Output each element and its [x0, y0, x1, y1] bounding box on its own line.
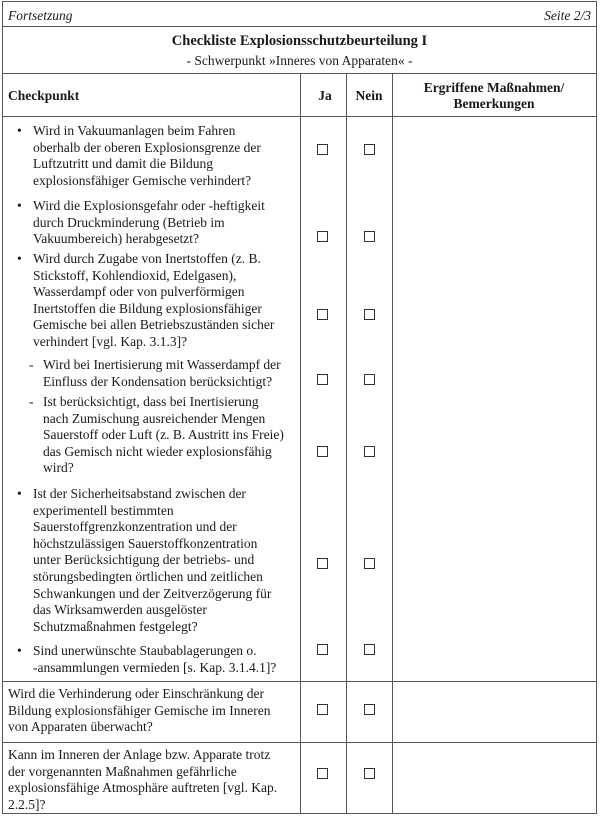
- checkpoint-question: [17, 486, 295, 635]
- column-divider: [346, 73, 347, 814]
- question-line: -ansammlungen vermieden [s. Kap. 3.1.4.1]?: [33, 659, 277, 675]
- column-header-no: Nein: [355, 88, 383, 103]
- no-checkbox[interactable]: [364, 231, 375, 242]
- question-line: 2.2.5]?: [8, 796, 46, 812]
- question-line: Wird die Verhinderung oder Einschränkung der: [8, 686, 265, 701]
- bullet-marker: •: [17, 251, 22, 266]
- question-line: oberhalb der oberen Explosionsgrenze der: [33, 139, 261, 155]
- checkpoint-question: [17, 251, 295, 351]
- remarks-cell[interactable]: [393, 743, 595, 813]
- question-line: Kann im Inneren der Anlage bzw. Apparate trotz: [8, 747, 271, 762]
- column-header-measures: [392, 80, 596, 112]
- question-line: Einfluss der Kondensation berücksichtigt?: [43, 373, 273, 389]
- question-line: Ist der Sicherheitsabstand zwischen der: [33, 486, 246, 501]
- yes-checkbox[interactable]: [317, 144, 328, 155]
- yes-checkbox[interactable]: [317, 558, 328, 569]
- question-line: wird?: [43, 460, 74, 476]
- yes-checkbox[interactable]: [317, 704, 328, 715]
- column-header-checkpoint: Checkpunkt: [8, 88, 80, 103]
- page-top-line: [3, 2, 596, 28]
- question-line: Ist berücksichtigt, dass bei Inertisierung: [43, 394, 259, 409]
- checklist-subtitle: - Schwerpunkt »Inneres von Apparaten« -: [186, 53, 413, 68]
- checkpoint-question: [17, 123, 295, 189]
- bullet-marker: •: [17, 486, 22, 501]
- question-line: durch Druckminderung (Betrieb im: [33, 214, 225, 230]
- question-line: Wird die Explosionsgefahr oder -heftigkeit: [33, 198, 265, 213]
- column-header-measures-line1: Ergriffene Maßnahmen/: [423, 80, 565, 95]
- question-line: von Apparaten überwacht?: [8, 719, 153, 735]
- checkpoint-question: [8, 747, 295, 813]
- question-line: der vorgenannten Maßnahmen gefährliche: [8, 763, 237, 779]
- yes-checkbox[interactable]: [317, 446, 328, 457]
- question-line: Wasserdampf oder von pulverförmigen: [33, 284, 245, 300]
- question-line: verhindert [vgl. Kap. 3.1.3]?: [33, 333, 188, 349]
- question-line: das Gemisch nicht wieder explosionsfähig: [43, 443, 272, 459]
- question-line: das Wirksamwerden ausgelöster: [33, 602, 207, 618]
- question-line: Schwankungen und der Zeitverzögerung für: [33, 585, 272, 601]
- no-checkbox[interactable]: [364, 644, 375, 655]
- checkpoint-question: [29, 357, 295, 390]
- yes-checkbox[interactable]: [317, 309, 328, 320]
- remarks-cell[interactable]: [393, 117, 595, 680]
- question-line: unter Berücksichtigung der betriebs- und: [33, 552, 255, 568]
- yes-checkbox[interactable]: [317, 231, 328, 242]
- bullet-marker: •: [17, 198, 22, 213]
- page-number: Seite 2/3: [544, 8, 591, 23]
- yes-checkbox[interactable]: [317, 644, 328, 655]
- yes-checkbox[interactable]: [317, 374, 328, 385]
- question-line: Schutzmaßnahmen festgelegt?: [33, 618, 198, 634]
- dash-marker: -: [29, 357, 34, 372]
- bullet-marker: •: [17, 643, 22, 658]
- column-header-measures-line2: Bemerkungen: [453, 96, 535, 111]
- column-divider: [300, 73, 301, 814]
- no-checkbox[interactable]: [364, 309, 375, 320]
- question-line: Wird in Vakuumanlagen beim Fahren: [33, 123, 236, 138]
- continuation-label: Fortsetzung: [8, 8, 73, 23]
- checkpoint-question: [8, 686, 295, 736]
- question-line: Sind unerwünschte Staubablagerungen o.: [33, 643, 257, 658]
- column-header-yes: Ja: [318, 88, 332, 103]
- question-line: Vakuumbereich) herabgesetzt?: [33, 231, 200, 247]
- checkpoint-question: [29, 394, 295, 477]
- no-checkbox[interactable]: [364, 374, 375, 385]
- no-checkbox[interactable]: [364, 144, 375, 155]
- question-line: explosionsfähige Atmosphäre auftreten [vgl. Kap.: [8, 780, 278, 796]
- remarks-cell[interactable]: [393, 682, 595, 741]
- question-line: Wird bei Inertisierung mit Wasserdampf der: [43, 357, 281, 372]
- question-line: explosionsfähiger Gemische verhindert?: [33, 172, 252, 188]
- question-line: Stickstoff, Kohlendioxid, Edelgasen),: [33, 267, 237, 283]
- question-line: nach Zumischung ausreichender Mengen: [43, 410, 266, 426]
- yes-checkbox[interactable]: [317, 768, 328, 779]
- question-line: Bildung explosionsfähiger Gemische im Inneren: [8, 702, 271, 718]
- question-line: Sauerstoffgrenzkonzentration und der: [33, 519, 237, 535]
- question-line: Gemische bei allen Betriebszuständen sicher: [33, 317, 275, 333]
- bullet-marker: •: [17, 123, 22, 138]
- no-checkbox[interactable]: [364, 768, 375, 779]
- question-line: Luftzutritt und damit die Bildung: [33, 156, 213, 172]
- question-line: Wird durch Zugabe von Inertstoffen (z. B.: [33, 251, 261, 266]
- question-line: Inertstoffen die Bildung explosionsfähiger: [33, 300, 262, 316]
- question-line: Sauerstoff oder Luft (z. B. Austritt ins Freie): [43, 427, 284, 443]
- no-checkbox[interactable]: [364, 558, 375, 569]
- no-checkbox[interactable]: [364, 446, 375, 457]
- dash-marker: -: [29, 394, 34, 409]
- question-line: experimentell bestimmten: [33, 502, 174, 518]
- question-line: störungsbedingten örtlichen und zeitlichen: [33, 568, 263, 584]
- checkpoint-question: [17, 198, 295, 248]
- checkpoint-question: [17, 643, 295, 676]
- no-checkbox[interactable]: [364, 704, 375, 715]
- question-line: höchstzulässigen Sauerstoffkonzentration: [33, 535, 258, 551]
- divider: [3, 26, 596, 27]
- checklist-title: Checkliste Explosionsschutzbeurteilung I: [171, 33, 428, 49]
- checklist-page: [2, 1, 597, 814]
